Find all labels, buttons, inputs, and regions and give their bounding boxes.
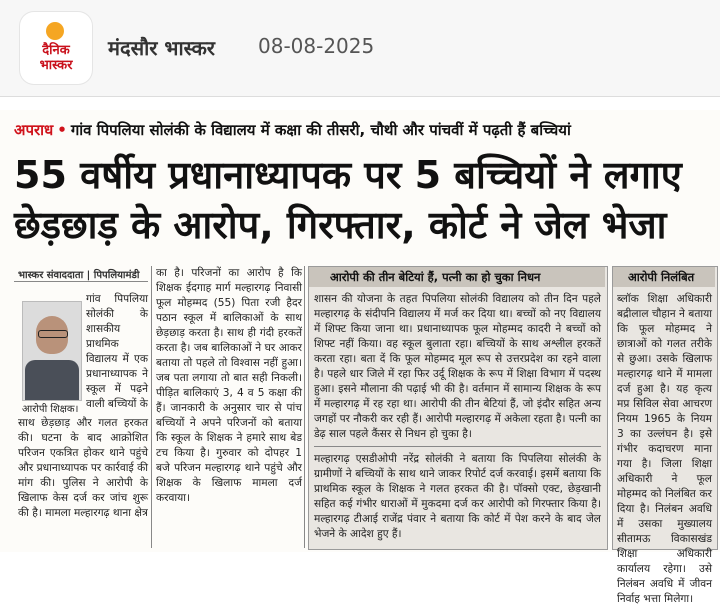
info-box-family-title: आरोपी की तीन बेटियां हैं, पत्नी का हो चुका निधन: [330, 270, 541, 284]
info-box-family-text: शासन की योजना के तहत पिपलिया सोलंकी विद्यालय को तीन दिन पहले मल्हारगढ़ के संदीपनि विद्यालय में मर्ज कर दिया था। बच्चों को नए विद्यालय में शिफ्ट किया जाना था। प्रधानाध्यापक फूल मोहम्मद कादरी ने बच्चों को शिफ्ट नहीं किया। वह स्कूल बुलाता रहा। बच्चियों के साथ अश्लील हरकतें करता रहा। बता दें कि फूल मोहम्मद मूल रूप से उत्तरप्रदेश का रहने वाला है। पहले धार जिले में रहा फिर उर्दू शिक्षक के रूप में शिक्षा विभाग में पदस्थ हुआ। इसने मौलाना की पढ़ाई भी की है। वर्तमान में सामान्य शिक्षक के रूप में मल्हारगढ़ में रह रहा था। आरोपी की तीन बेटियां हैं, जो इंदौर सहित अन्य जगहों पर नौकरी कर रही हैं। आरोपी मल्हारगढ़ में अकेला रहता है। पत्नी का डेढ़ साल पहले कैंसर से निधन हो चुका है।: [314, 293, 601, 440]
newspaper-logo-icon: [20, 12, 92, 84]
byline-rule: [14, 281, 148, 282]
column-1-text: साथ छेड़छाड़ और गलत हरकत की। घटना के बाद आक्रोशित परिजन एकत्रित होकर थाने पहुंचे और प्रधानाध्यापक पर कार्रवाई की मांग की। पुलिस ने आरोपी के खिलाफ केस दर्ज कर जांच शुरू की है। मामला मल्हारगढ़ थाना क्षेत्र: [18, 417, 148, 519]
headline: [14, 150, 714, 250]
photo-caption: आरोपी शिक्षक।: [22, 404, 79, 415]
info-box-police-text: मल्हारगढ़ एसडीओपी नरेंद्र सोलंकी ने बताया कि पिपलिया सोलंकी के ग्रामीणों ने बच्चियों के साथ थाने जाकर रिपोर्ट दर्ज करवाई। इसमें बताया कि प्राथमिक स्कूल के शिक्षक ने गलत हरकत की है। पॉक्सो एक्ट, छेड़खानी सहित कई गंभीर धाराओं में मुकदमा दर्ज कर आरोपी को गिरफ्तार किया है। मल्हारगढ़ टीआई राजेंद्र पंवार ने बताया कि कोर्ट में पेश करने के बाद जेल भेजने के आदेश हुए हैं।: [314, 453, 601, 540]
column-1-top-text: गांव पिपलिया सोलंकी के शासकीय प्राथमिक विद्यालय में एक प्रधानाध्यापक ने स्कूल में पढ़ने वाली बच्चियों के: [86, 293, 148, 410]
info-box-inner-rule: [314, 446, 601, 447]
headline-line-2: छेड़छाड़ के आरोप, गिरफ्तार, कोर्ट ने जेल भेजा: [14, 203, 667, 247]
kicker-tag: अपराध: [14, 121, 54, 139]
headline-line-1: 55 वर्षीय प्रधानाध्यापक पर 5 बच्चियों ने लगाए: [14, 153, 682, 197]
sun-icon: [46, 22, 64, 40]
logo-line-1: दैनिक: [42, 43, 70, 58]
photo-body: [25, 360, 79, 400]
byline: भास्कर संवाददाता | पिपलियामंडी: [18, 270, 140, 281]
kicker-separator: •: [57, 121, 67, 139]
column-divider-1: [151, 266, 152, 548]
kicker-text: गांव पिपलिया सोलंकी के विद्यालय में कक्षा की तीसरी, चौथी और पांचवीं में पढ़ती हैं बच्चियां: [70, 121, 571, 139]
logo-line-2: भास्कर: [39, 58, 73, 73]
info-box-suspended-title: आरोपी निलंबित: [628, 270, 695, 284]
edition-date: 08-08-2025: [258, 34, 375, 58]
column-2-text: का है। परिजनों का आरोप है कि शिक्षक ईदगाह मार्ग मल्हारगढ़ निवासी फूल मोहम्मद (55) पिता रजी हैदर पठान स्कूल में बालिकाओं के साथ छेड़छाड़ करता है। साथ ही गंदी हरकतें करता है। जब बालिकाओं ने घर आकर बताया तो पहले तो विश्वास नहीं हुआ। जब पता लगाया तो बात सही निकली। पीड़ित बालिकाएं 3, 4 व 5 कक्षा की हैं। जानकारी के अनुसार चार से पांच बच्चियों ने अपने परिजनों को बताया कि स्कूल के शिक्षक ने हमारे साथ बेड टच किया है। गुरुवार को दोपहर 1 बजे परिजन मल्हारगढ़ थाने पहुंचे और शिक्षक के खिलाफ मामला दर्ज करवाया।: [156, 267, 302, 504]
accused-photo: [22, 301, 82, 401]
column-divider-2: [304, 266, 305, 548]
photo-glasses: [38, 330, 68, 338]
edition-name: मंदसौर भास्कर: [108, 36, 215, 60]
kicker: [14, 120, 571, 140]
info-box-suspended-text: ब्लॉक शिक्षा अधिकारी बद्रीलाल चौहान ने बताया कि फूल मोहम्मद ने छात्राओं को गलत तरीके से छुआ। उसके खिलाफ मल्हारगढ़ थाने में मामला दर्ज हुआ है। यह कृत्य मप्र सिविल सेवा आचरण नियम 1965 के नियम 3 का उल्लंघन है। इसे गंभीर कदाचरण माना गया है। जिला शिक्षा अधिकारी ने फूल मोहम्मद को निलंबित कर दिया है। निलंबन अवधि में उसका मुख्यालय सीतामऊ विकासखंड शिक्षा अधिकारी कार्यालय रहेगा। उसे निलंबन अवधि में जीवन निर्वाह भत्ता मिलेगा।: [617, 293, 712, 605]
masthead: [0, 0, 720, 97]
